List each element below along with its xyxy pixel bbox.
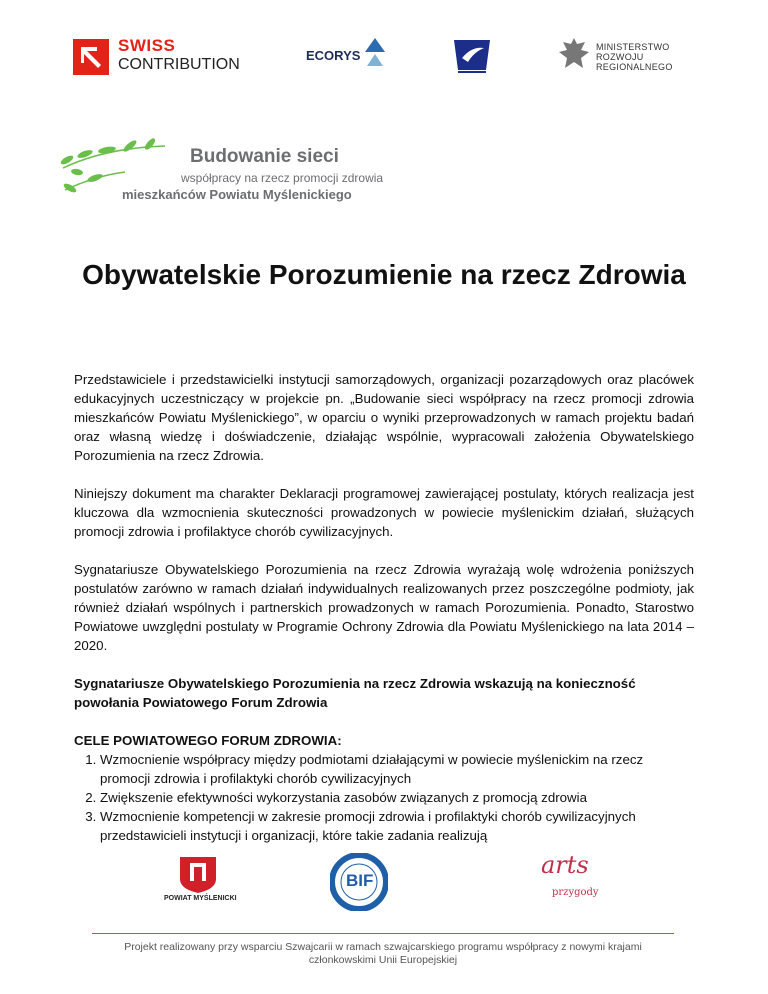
arts-logo-text: arts (541, 851, 589, 879)
paragraph: Przedstawiciele i przedstawicielki instytucji samorządowych, organizacji pozarządowych oraz placówek edukacyjnych uczestniczący w projekcie pn. „Budowanie sieci współpracy na rzecz promocji zdrowia mieszkańców Powiatu Myślenickiego”, w oparciu o wyniki przeprowadzonych w ramach projektu badań oraz własną wiedzę i doświadczenie, działając wspólnie, wypracowali założenia Obywatelskiego Porozumienia na rzecz Zdrowia. (74, 372, 694, 463)
page-title: Obywatelskie Porozumienie na rzecz Zdrowia (82, 259, 686, 290)
goals-list (74, 750, 694, 845)
ministry-line: REGIONALNEGO (596, 62, 673, 72)
document-body (74, 370, 694, 845)
goals-heading: CELE POWIATOWEGO FORUM ZDROWIA: (74, 733, 342, 748)
bold-statement: Sygnatariusze Obywatelskiego Porozumienia na rzecz Zdrowia wskazują na konieczność powołania Powiatowego Forum Zdrowia (74, 676, 636, 710)
ministry-line: MINISTERSTWO (596, 42, 670, 52)
ministry-logo-text (596, 42, 673, 72)
ministry-line: ROZWOJU (596, 52, 644, 62)
goal-item: 1. Wzmocnienie współpracy między podmiotami działającymi w powiecie myślenickim na rzecz promocji zdrowia i profilaktyki chorób cywilizacyjnych (100, 750, 694, 788)
ecorys-logo-icon (365, 38, 385, 66)
powiat-coat-of-arms-icon (178, 855, 218, 893)
swiss-logo-line2: CONTRIBUTION (118, 56, 240, 73)
powiat-logo-text: POWIAT MYŚLENICKI (164, 895, 237, 902)
goal-item: 3. Wzmocnienie kompetencji w zakresie promocji zdrowia i profilaktyki chorób cywilizacyjnych przedstawicieli instytucji i organizacji, które takie zadania realizują (100, 807, 694, 845)
goal-item: 2. Zwiększenie efektywności wykorzystania zasobów związanych z promocją zdrowia (100, 788, 694, 807)
partner-bird-logo (450, 36, 494, 76)
project-logo-title: Budowanie sieci (190, 146, 339, 167)
project-logo-subtitle2: mieszkańców Powiatu Myślenickiego (122, 187, 352, 202)
ecorys-logo-text: ECORYS (306, 48, 361, 63)
footer-divider (92, 933, 674, 934)
paragraph: Niniejszy dokument ma charakter Deklaracji programowej zawierającej postulaty, których realizacja jest kluczowa dla wzmocnienia skuteczności prowadzonych w powiecie myślenickim działań, służących promocji zdrowia i profilaktyce chorób cywilizacyjnych. (74, 486, 694, 539)
project-logo-subtitle: współpracy na rzecz promocji zdrowia (181, 171, 384, 185)
bif-logo-text: BIF (346, 871, 374, 890)
top-logos-row (0, 36, 768, 86)
swiss-contribution-logo (73, 39, 109, 75)
paragraph: Sygnatariusze Obywatelskiego Porozumienia na rzecz Zdrowia wyrażają wolę wdrożenia poniższych postulatów zarówno w ramach działań indywidualnych realizowanych przez poszczególne podmioty, jak również działań wspólnych i partnerskich prowadzonych w ramach Porozumienia. Ponadto, Starostwo Powiatowe uwzględni postulaty w Programie Ochrony Zdrowia dla Powiatu Myślenickiego na lata 2014 – 2020. (74, 562, 694, 653)
arts-logo-sub: przygody (552, 887, 599, 898)
bottom-logos-row (0, 853, 768, 913)
swiss-logo-line1: SWISS (118, 36, 176, 55)
polish-eagle-icon (557, 36, 591, 76)
footer-text: Projekt realizowany przy wsparciu Szwajcarii w ramach szwajcarskiego programu współpracy z nowymi krajami członkowskimi Unii Europejskiej (124, 941, 642, 966)
